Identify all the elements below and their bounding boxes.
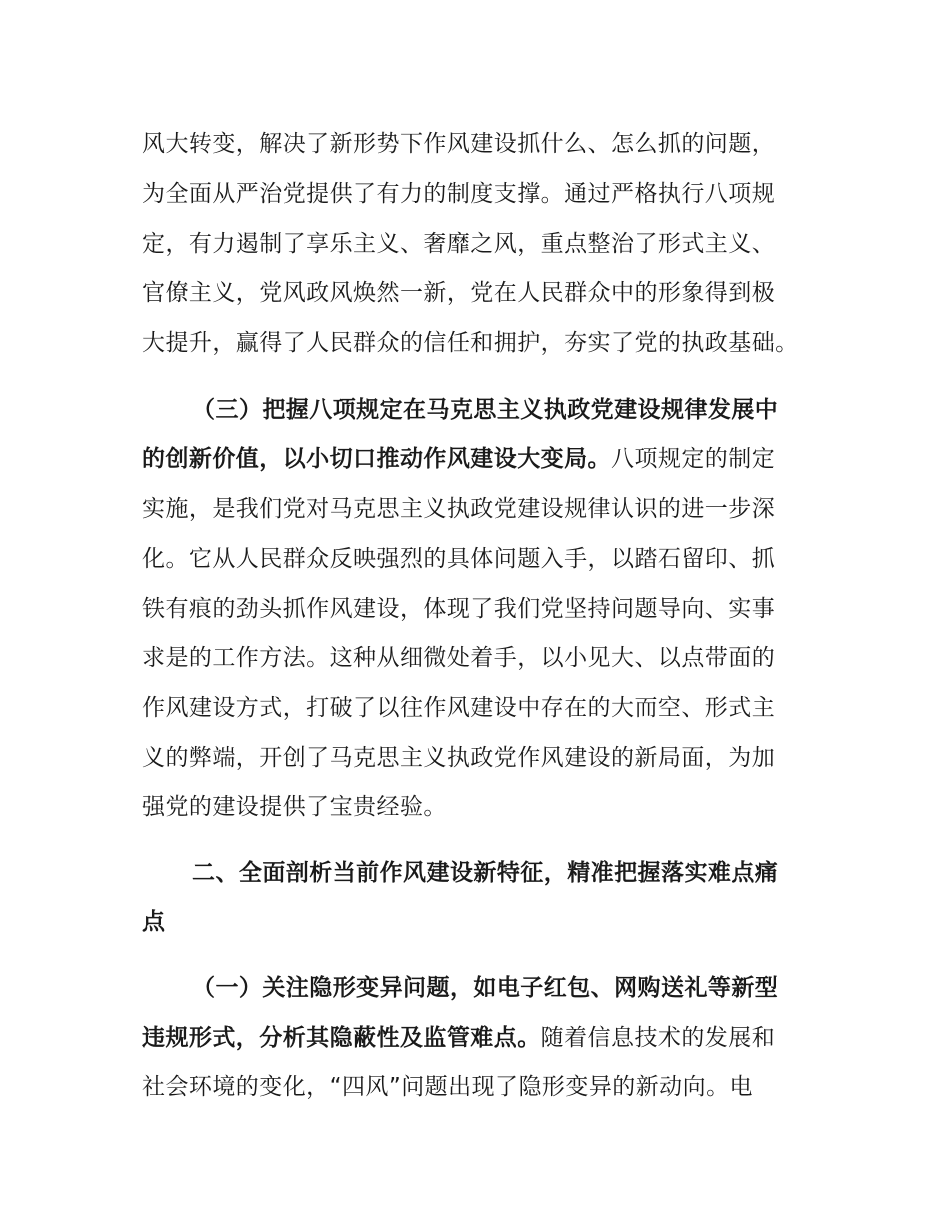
paragraph-line: 风大转变，解决了新形势下作风建设抓什么、怎么抓的问题， <box>142 131 776 157</box>
section-heading-line: 二、全面剖析当前作风建设新特征，精准把握落实难点痛 <box>192 860 779 886</box>
subheading-bold-run: 违规形式，分析其隐蔽性及监管难点。 <box>142 1025 541 1051</box>
paragraph-run: 八项规定的制定 <box>611 446 776 472</box>
paragraph-line: 铁有痕的劲头抓作风建设，体现了我们党坚持问题导向、实事 <box>142 596 776 622</box>
subheading-line-mixed <box>142 441 812 477</box>
paragraph-line: 求是的工作方法。这种从细微处着手，以小见大、以点带面的 <box>142 645 776 671</box>
subheading-line: （一）关注隐形变异问题，如电子红包、网购送礼等新型 <box>192 975 779 1001</box>
paragraph-line: 强党的建设提供了宝贵经验。 <box>142 794 447 820</box>
section-heading-line: 点 <box>142 909 166 935</box>
paragraph-line: 实施，是我们党对马克思主义执政党建设规律认识的进一步深 <box>142 496 776 522</box>
paragraph-line: 社会环境的变化，“四风”问题出现了隐形变异的新动向。电 <box>142 1074 753 1100</box>
subheading-line: （三）把握八项规定在马克思主义执政党建设规律发展中 <box>192 397 779 423</box>
paragraph-line: 为全面从严治党提供了有力的制度支撑。通过严格执行八项规 <box>142 181 776 207</box>
paragraph-line: 大提升，赢得了人民群众的信任和拥护，夯实了党的执政基础。 <box>142 330 799 356</box>
paragraph-line: 义的弊端，开创了马克思主义执政党作风建设的新局面，为加 <box>142 745 776 771</box>
paragraph-line: 官僚主义，党风政风焕然一新，党在人民群众中的形象得到极 <box>142 280 776 306</box>
subheading-bold-run: 的创新价值，以小切口推动作风建设大变局。 <box>142 446 611 472</box>
paragraph-run: 随着信息技术的发展和 <box>540 1025 776 1051</box>
subheading-line-mixed <box>142 1020 812 1056</box>
paragraph-line: 作风建设方式，打破了以往作风建设中存在的大而空、形式主 <box>142 695 776 721</box>
paragraph-line: 化。它从人民群众反映强烈的具体问题入手，以踏石留印、抓 <box>142 546 776 572</box>
paragraph-line: 定，有力遏制了享乐主义、奢靡之风，重点整治了形式主义、 <box>142 231 776 257</box>
